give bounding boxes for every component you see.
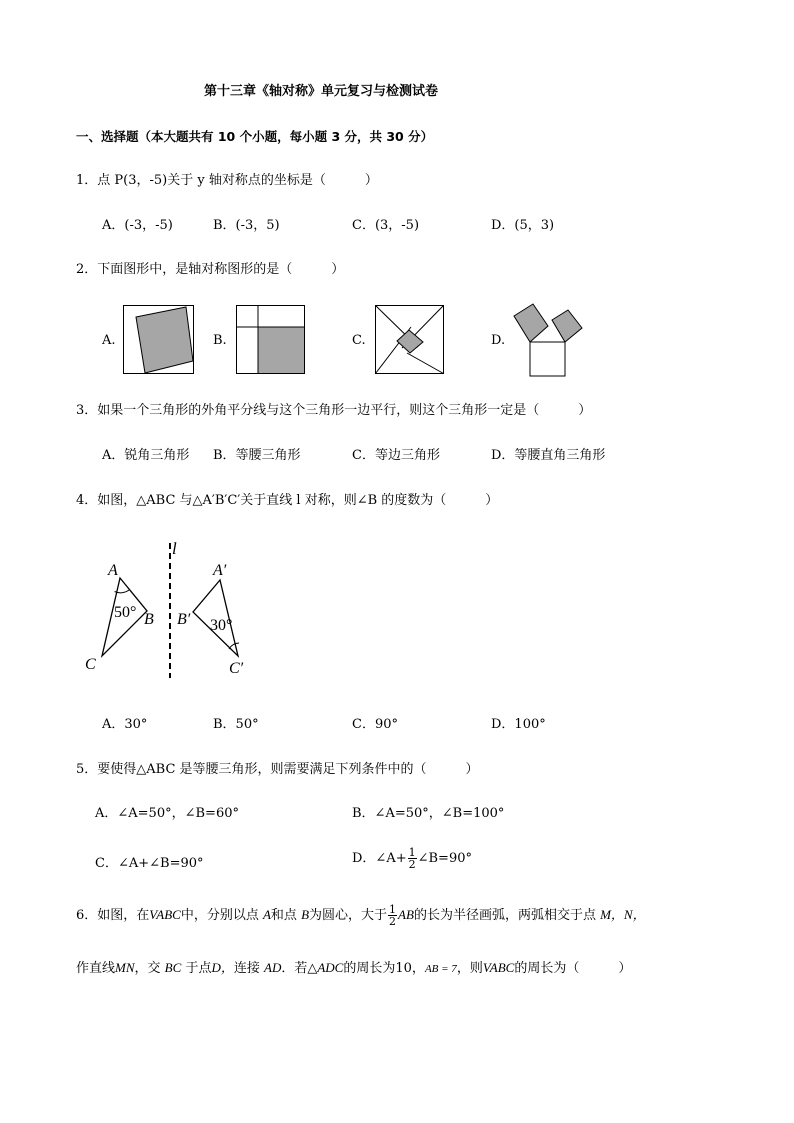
- q5-option-d-suffix: ∠B=90°: [417, 851, 472, 866]
- q3-option-b[interactable]: B．等腰三角形: [213, 448, 301, 463]
- label-c-prime: C′: [229, 660, 244, 677]
- q2-option-d[interactable]: D.: [491, 333, 506, 348]
- q2-option-a[interactable]: A.: [102, 333, 116, 348]
- symmetry-line-label: l: [172, 539, 177, 558]
- question-6-line-1: 6．如图，在VABC中，分别以点 A和点 B为圆心，大于 $\frac{1}{2}$ AB的长为半径画弧，两弧相交于点 M，N，: [76, 903, 646, 928]
- angle-30: 30°: [210, 617, 233, 634]
- question-3-stem: 3．如果一个三角形的外角平分线与这个三角形一边平行，则这个三角形一定是（ ）: [76, 403, 592, 418]
- q4-option-d[interactable]: D．100°: [491, 717, 546, 732]
- q1-option-d[interactable]: D．(5，3): [491, 218, 555, 233]
- q1-option-c[interactable]: C．(3，-5): [352, 218, 420, 233]
- q2-option-b[interactable]: B.: [213, 333, 227, 348]
- angle-50: 50°: [114, 604, 137, 621]
- section-heading: 一、选择题（本大题共有 10 个小题，每小题 3 分，共 30 分）: [76, 129, 434, 144]
- q1-option-b[interactable]: B．(-3，5): [213, 218, 280, 233]
- q5-option-d-prefix: D．∠A+: [352, 851, 407, 866]
- q3-option-d[interactable]: D．等腰直角三角形: [491, 448, 606, 463]
- label-a: A: [108, 562, 118, 579]
- question-4-stem: 4．如图，△ABC 与△A′B′C′关于直线 l 对称，则∠B 的度数为（ ）: [76, 493, 499, 508]
- q1-option-a[interactable]: A．(-3，-5): [102, 218, 173, 233]
- label-b-prime: B′: [177, 611, 191, 628]
- q2-figure-d: [512, 298, 584, 378]
- q3-option-a[interactable]: A．锐角三角形: [102, 448, 190, 463]
- q2-figure-a: [123, 305, 195, 375]
- q4-figure: [80, 538, 270, 683]
- question-2-stem: 2．下面图形中，是轴对称图形的是（ ）: [76, 262, 345, 277]
- q5-fraction: $\frac{1}{2}$: [408, 846, 416, 871]
- q5-option-a[interactable]: A．∠A=50°，∠B=60°: [95, 806, 239, 821]
- q2-option-c[interactable]: C.: [352, 333, 366, 348]
- q4-option-b[interactable]: B．50°: [213, 717, 259, 732]
- question-5-stem: 5．要使得△ABC 是等腰三角形，则需要满足下列条件中的（ ）: [76, 762, 479, 777]
- q5-option-c[interactable]: C．∠A+∠B=90°: [95, 856, 204, 871]
- question-1-stem: 1．点 P(3，-5)关于 y 轴对称点的坐标是（ ）: [76, 173, 378, 188]
- label-a-prime: A′: [213, 562, 227, 579]
- q4-option-a[interactable]: A．30°: [102, 717, 148, 732]
- label-c: C: [85, 656, 96, 673]
- q2-figure-c: [375, 305, 445, 375]
- label-b: B: [144, 611, 154, 628]
- q3-option-c[interactable]: C．等边三角形: [352, 448, 440, 463]
- q4-option-c[interactable]: C．90°: [352, 717, 398, 732]
- q5-option-d[interactable]: [352, 847, 472, 870]
- page-title: 第十三章《轴对称》单元复习与检测试卷: [204, 84, 439, 99]
- question-6-line-2: 作直线MN，交 BC 于点D，连接 AD．若△ADC的周长为10，AB = 7，则VABC的周长为（ ）: [76, 960, 632, 976]
- q6-fraction: $\frac{1}{2}$: [389, 903, 397, 928]
- q2-figure-b: [236, 305, 306, 375]
- q5-option-b[interactable]: B．∠A=50°，∠B=100°: [352, 806, 505, 821]
